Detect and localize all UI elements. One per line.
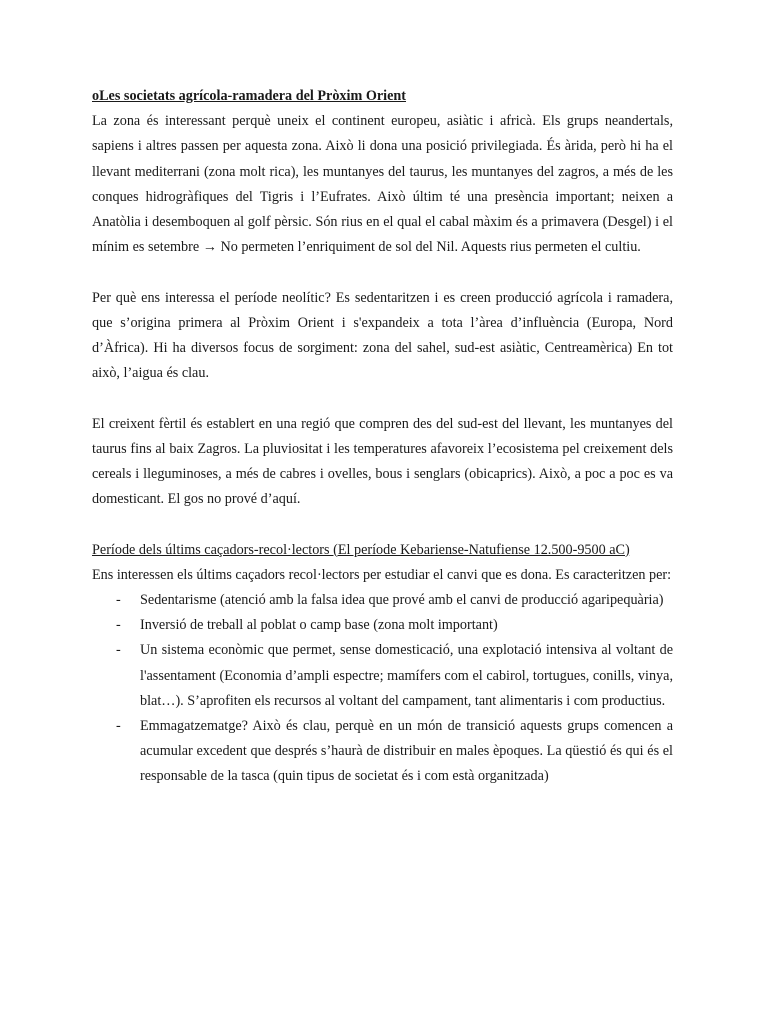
list-item-text: Emmagatzematge? Això és clau, perquè en un món de transició aquests grups comencen a acumular excedent que després s’haurà de distribuir en males èpoques. La qüestió és qui és el responsable de la tasca (quin tipus de societat és i com està organitzada) — [140, 718, 673, 785]
list-item — [92, 714, 673, 790]
paragraph-neolithic: Per què ens interessa el període neolític? Es sedentaritzen i es creen producció agrícola i ramadera, que s’origina primera al Pròxim Orient i s'expandeix a tota l’àrea d’influència (Europa, Nord d’Àfrica). Hi ha diversos focus de sorgiment: zona del sahel, sud-est asiàtic, Centreamèrica) En tot això, l’aigua és clau. — [92, 289, 673, 382]
list-item-text: Sedentarisme (atenció amb la falsa idea que prové amb el canvi de producció agaripequària) — [140, 592, 664, 609]
paragraph-intro-zone: La zona és interessant perquè uneix el continent europeu, asiàtic i africà. Els grups neandertals, sapiens i altres passen per aquesta zona. Això li dona una posició privilegiada. És àrida, però hi ha el llevant mediterrani (zona molt rica), les muntanyes del taurus, les muntanyes del zagros, a més de les conques hidrogràfiques del Tigris i l’Eufrates. Això últim té una presència important; neixen a Anatòlia i desemboquen al golf pèrsic. Són rius en el qual el cabal màxim és a primavera (Desgel) i el mínim es setembre → No permeten l’enriquiment de sol del Nil. Aquests rius permeten el cultiu. — [92, 113, 673, 256]
list-item-text: Inversió de treball al poblat o camp base (zona molt important) — [140, 617, 498, 634]
list-dash-marker: - — [116, 592, 121, 609]
list-item-text: Un sistema econòmic que permet, sense domesticació, una explotació intensiva al voltant de l'assentament (Economia d’ampli espectre; mamífers com el cabirol, tortugues, conills, vinya, blat…). S’aprofiten els recursos al voltant del campament, tant alimentaris i com productius. — [140, 642, 673, 709]
section-intro: Ens interessen els últims caçadors recol·lectors per estudiar el canvi que es dona. Es caracteritzen per: — [92, 566, 672, 583]
list-item — [92, 588, 673, 613]
characteristics-list — [92, 588, 673, 790]
list-dash-marker: - — [116, 718, 121, 735]
list-dash-marker: - — [116, 617, 121, 634]
document-title: oLes societats agrícola-ramadera del Pròxim Orient — [92, 88, 407, 104]
document-page — [92, 84, 673, 790]
list-item — [92, 638, 673, 714]
paragraph-fertile-crescent: El creixent fèrtil és establert en una regió que compren des del sud-est del llevant, les muntanyes del taurus fins al baix Zagros. La pluviositat i les temperatures afavoreix l’ecosistema pel creixement dels cereals i lleguminoses, a més de cabres i ovelles, bous i senglars (obicaprics). Això, a poc a poc es va domesticant. El gos no prové d’aquí. — [92, 415, 673, 508]
section-heading: Període dels últims caçadors-recol·lectors (El període Kebariense-Natufiense 12.500-9500 aC) — [92, 541, 630, 558]
list-dash-marker: - — [116, 642, 121, 659]
list-item — [92, 613, 673, 638]
